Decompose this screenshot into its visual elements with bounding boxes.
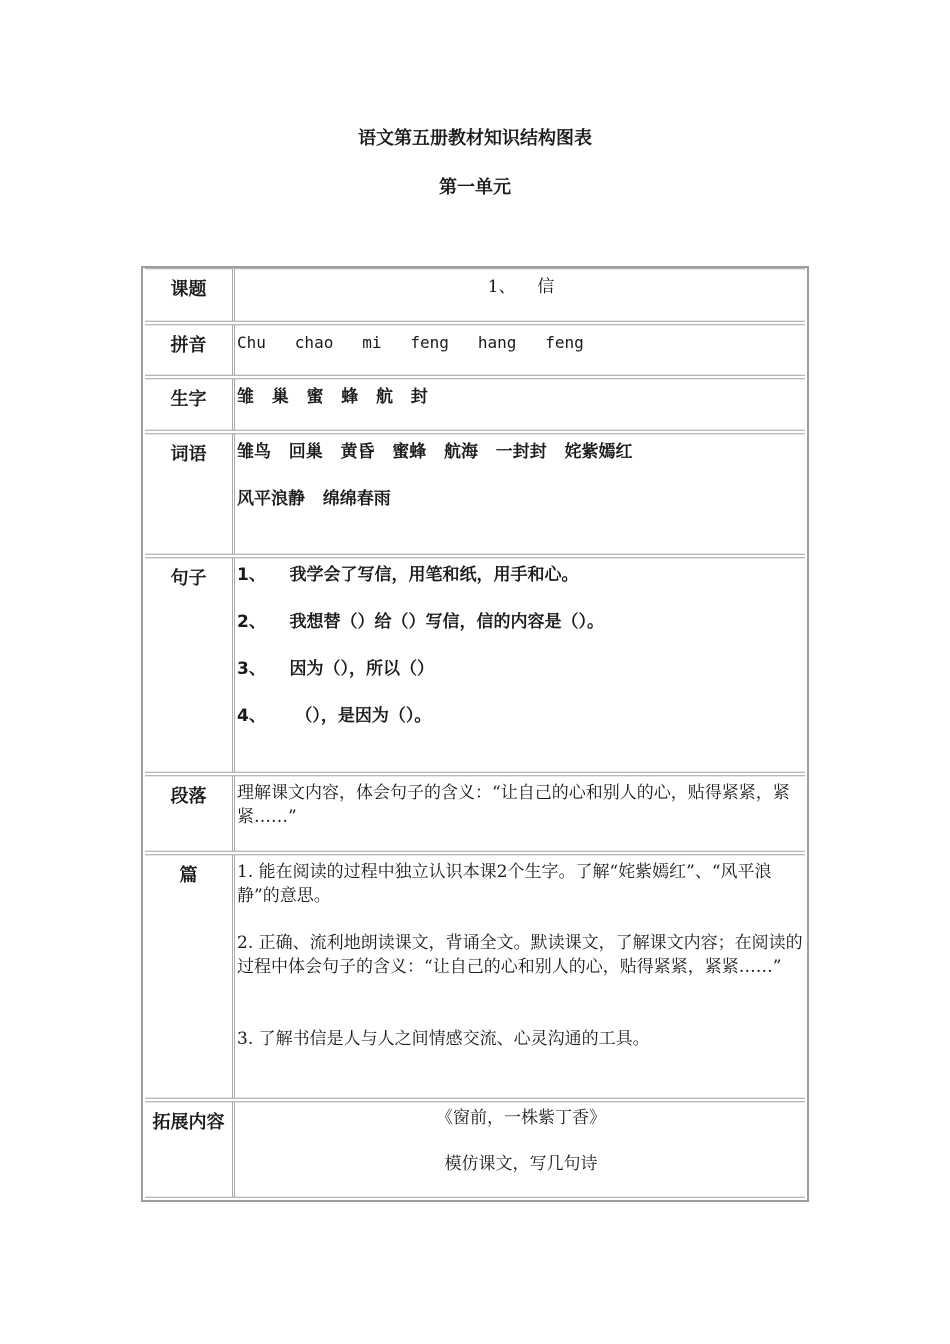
row-label: 篇	[145, 855, 235, 1098]
passage-item: 1. 能在阅读的过程中独立认识本课2个生字。了解“姹紫嫣红”、“风平浪静”的意思。	[237, 862, 772, 906]
passage-item: 3. 了解书信是人与人之间情感交流、心灵沟通的工具。	[237, 1029, 650, 1049]
row-label: 词语	[145, 434, 235, 554]
words-line: 雏鸟 回巢 黄昏 蜜蜂 航海 一封封 姹紫嫣红	[237, 442, 633, 462]
extension-line: 《窗前，一株紫丁香》	[436, 1108, 606, 1128]
extension-line: 模仿课文，写几句诗	[444, 1154, 598, 1174]
lesson-title: 1、 信	[487, 277, 555, 297]
document-title: 语文第五册教材知识结构图表	[358, 128, 592, 149]
extension-cell	[237, 1102, 805, 1197]
knowledge-table	[141, 266, 809, 1202]
pinyin-text: Chu chao mi feng hang feng	[237, 333, 584, 352]
lesson-cell	[237, 269, 805, 321]
row-sentences	[145, 557, 805, 773]
row-label: 拓展内容	[145, 1102, 235, 1197]
sentence-item: 4、 （），是因为（）。	[237, 706, 432, 726]
sentence-item: 1、 我学会了写信，用笔和纸，用手和心。	[237, 565, 579, 585]
passage-item: 2. 正确、流利地朗读课文，背诵全文。默读课文，了解课文内容；在阅读的过程中体会句子的含义：“让自己的心和别人的心，贴得紧紧，紧紧……”	[237, 933, 803, 977]
sentence-item: 3、 因为（），所以（）	[237, 659, 435, 679]
row-label: 生字	[145, 379, 235, 430]
row-pinyin	[145, 324, 805, 376]
row-characters	[145, 378, 805, 431]
sentence-item: 2、 我想替（）给（）写信，信的内容是（）。	[237, 612, 605, 632]
row-paragraph	[145, 775, 805, 852]
row-label: 拼音	[145, 325, 235, 375]
pinyin-cell	[237, 325, 805, 375]
row-label: 段落	[145, 776, 235, 851]
passage-cell	[237, 855, 805, 1098]
paragraph-cell	[237, 776, 805, 851]
paragraph-text: 理解课文内容，体会句子的含义：“让自己的心和别人的心，贴得紧紧，紧紧……”	[237, 783, 790, 827]
row-label: 课题	[145, 269, 235, 321]
row-passage	[145, 854, 805, 1099]
row-lesson	[145, 268, 805, 322]
row-extension	[145, 1101, 805, 1198]
characters-text: 雏 巢 蜜 蜂 航 封	[237, 387, 428, 407]
words-line: 风平浪静 绵绵春雨	[237, 489, 391, 509]
row-words	[145, 433, 805, 555]
unit-title: 第一单元	[439, 177, 511, 198]
row-label: 句子	[145, 558, 235, 772]
characters-cell	[237, 379, 805, 430]
words-cell	[237, 434, 805, 554]
sentences-cell	[237, 558, 805, 772]
